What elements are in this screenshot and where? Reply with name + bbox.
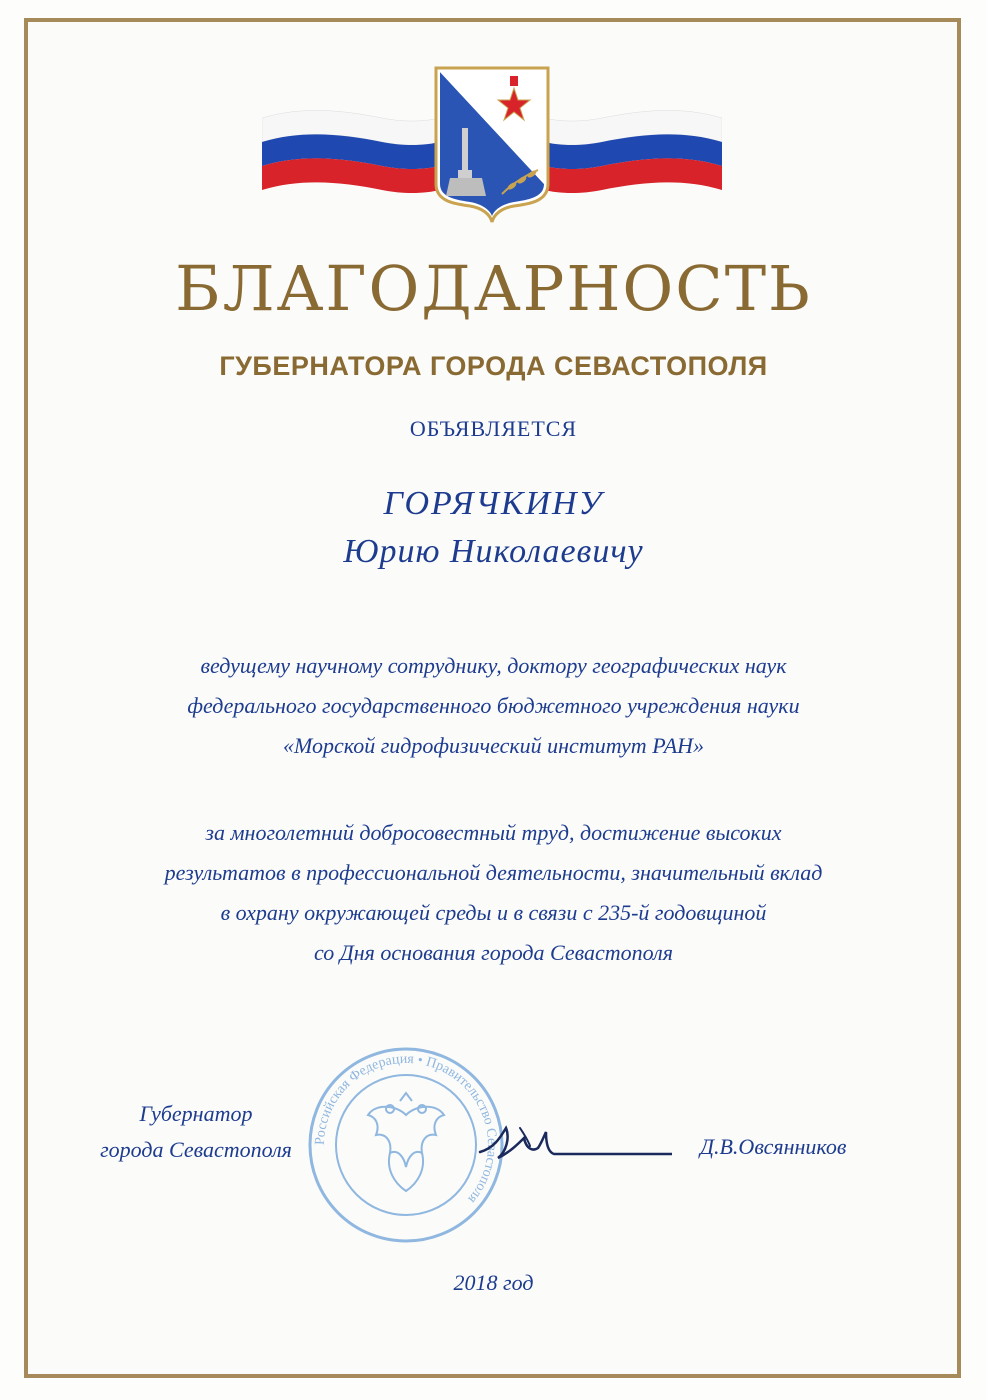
flag-ribbon-right (544, 110, 722, 193)
position-line: ведущему научному сотруднику, доктору географических наук (200, 653, 787, 678)
position-line: «Морской гидрофизический институт РАН» (282, 733, 705, 758)
signatory-title-line: города Севастополя (100, 1137, 292, 1162)
signatory-title-line: Губернатор (139, 1101, 253, 1126)
award-reason (0, 813, 987, 973)
signatory-name: Д.В.Овсянников (700, 1134, 847, 1159)
announce-text: ОБЪЯВЛЯЕТСЯ (409, 416, 578, 441)
recipient-names: Юрию Николаевичу (343, 533, 644, 570)
recipient-position (0, 646, 987, 766)
emblem-header (262, 66, 722, 226)
document-subtitle: ГУБЕРНАТОРА ГОРОДА СЕВАСТОПОЛЯ (219, 351, 768, 381)
reason-line: со Дня основания города Севастополя (314, 940, 673, 965)
document-year: 2018 год (453, 1270, 534, 1295)
sevastopol-coat-of-arms-icon (436, 68, 548, 222)
reason-line: в охрану окружающей среды и в связи с 235-й годовщиной (220, 900, 767, 925)
seal-text: Российская Федерация • Правительство Севастополя (312, 1051, 500, 1206)
flag-ribbon-left (262, 110, 440, 193)
position-line: федерального государственного бюджетного учреждения науки (187, 693, 800, 718)
double-headed-eagle-icon (368, 1093, 444, 1191)
reason-line: за многолетний добросовестный труд, достижение высоких (205, 820, 782, 845)
recipient-surname: ГОРЯЧКИНУ (383, 485, 604, 522)
document-title: БЛАГОДАРНОСТЬ (175, 252, 812, 325)
reason-line: результатов в профессиональной деятельности, значительный вклад (164, 860, 823, 885)
handwritten-signature (476, 1108, 672, 1168)
signatory-title (96, 1096, 296, 1168)
